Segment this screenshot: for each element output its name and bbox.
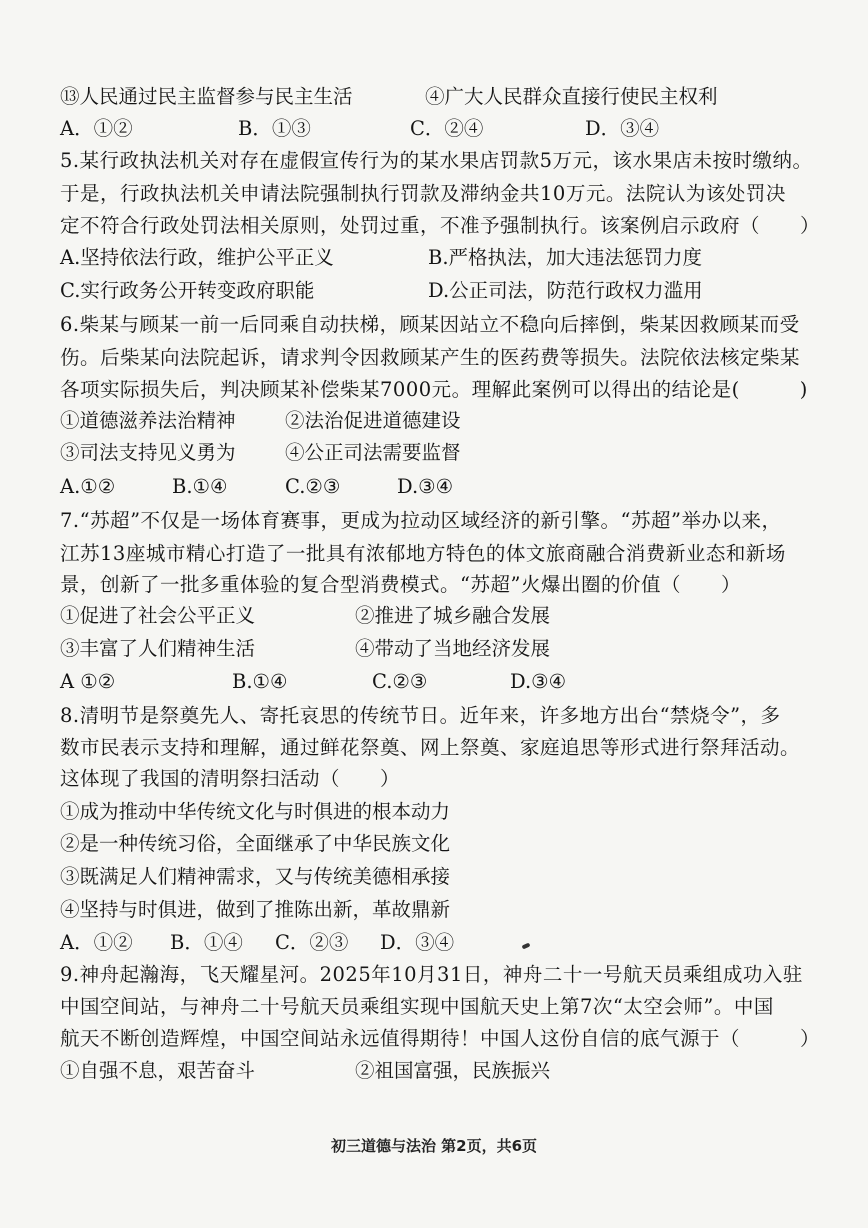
q8-item-3: ③既满足人们精神需求，又与传统美德相承接 <box>60 865 451 888</box>
q8-item-1: ①成为推动中华传统文化与时俱进的根本动力 <box>60 800 451 823</box>
q7-item-1: ①促进了社会公平正义 <box>60 604 256 627</box>
q5-stem-line-1: 5.某行政执法机关对存在虚假宣传行为的某水果店罚款5万元，该水果店未按时缴纳。 <box>60 149 813 172</box>
q6-option-b: B.①④ <box>172 475 228 498</box>
q5-stem-line-3: 定不符合行政处罚法相关原则，处罚过重，不准予强制执行。该案例启示政府（ ） <box>60 214 821 237</box>
q7-option-c: C.②③ <box>372 670 428 693</box>
q7-option-b: B.①④ <box>232 670 288 693</box>
q6-item-1: ①道德滋养法治精神 <box>60 409 236 432</box>
q7-stem-line-3: 景，创新了一批多重体验的复合型消费模式。“苏超”火爆出圈的价值（ ） <box>60 573 741 596</box>
q6-item-2: ②法治促进道德建设 <box>285 409 461 432</box>
q6-stem-line-2: 伤。后柴某向法院起诉，请求判令因救顾某产生的医药费等损失。法院依法核定柴某 <box>60 346 801 369</box>
q9-item-1: ①自强不息，艰苦奋斗 <box>60 1059 256 1082</box>
q9-item-2: ②祖国富强，民族振兴 <box>355 1059 551 1082</box>
q4-option-c: C．②④ <box>410 117 484 140</box>
q9-stem-line-1: 9.神舟起瀚海，飞天耀星河。2025年10月31日，神舟二十一号航天员乘组成功入驻 <box>60 963 803 986</box>
q8-option-d: D．③④ <box>380 931 455 954</box>
q7-item-3: ③丰富了人们精神生活 <box>60 637 256 660</box>
q4-option-d: D．③④ <box>585 117 660 140</box>
q9-stem-line-2: 中国空间站，与神舟二十号航天员乘组实现中国航天史上第7次“太空会师”。中国 <box>60 995 774 1018</box>
q5-option-d: D.公正司法，防范行政权力滥用 <box>428 279 703 302</box>
q7-item-4: ④带动了当地经济发展 <box>355 637 551 660</box>
q9-stem-line-3: 航天不断创造辉煌，中国空间站永远值得期待！中国人这份自信的底气源于（ ） <box>60 1027 821 1050</box>
q8-option-a: A．①② <box>60 931 133 954</box>
q5-option-a: A.坚持依法行政，维护公平正义 <box>60 246 334 269</box>
q5-option-b: B.严格执法，加大违法惩罚力度 <box>428 246 703 269</box>
q7-option-d: D.③④ <box>510 670 567 693</box>
q8-option-c: C．②③ <box>275 931 349 954</box>
q6-option-a: A.①② <box>60 475 116 498</box>
q6-item-4: ④公正司法需要监督 <box>285 441 461 464</box>
q8-item-4: ④坚持与时俱进，做到了推陈出新，革故鼎新 <box>60 898 451 921</box>
q6-stem-line-3: 各项实际损失后，判决顾某补偿柴某7000元。理解此案例可以得出的结论是( ) <box>60 378 808 401</box>
q8-stem-line-1: 8.清明节是祭奠先人、寄托哀思的传统节日。近年来，许多地方出台“禁烧令”，多 <box>60 704 781 727</box>
page-footer: 初三道德与法治 第2页，共6页 <box>330 1137 538 1155</box>
q6-option-d: D.③④ <box>397 475 454 498</box>
q7-item-2: ②推进了城乡融合发展 <box>355 604 551 627</box>
q4-item-4: ④广大人民群众直接行使民主权利 <box>425 85 718 108</box>
q8-option-b: B．①④ <box>170 931 243 954</box>
q7-stem-line-1: 7.“苏超”不仅是一场体育赛事，更成为拉动区域经济的新引擎。“苏超”举办以来， <box>60 509 782 532</box>
q5-option-c: C.实行政务公开转变政府职能 <box>60 279 315 302</box>
q7-option-a: A ①② <box>60 670 116 693</box>
q8-stem-line-3: 这体现了我国的清明祭扫活动（ ） <box>60 767 401 790</box>
q7-stem-line-2: 江苏13座城市精心打造了一批具有浓郁地方特色的体文旅商融合消费新业态和新场 <box>60 542 786 565</box>
q8-stem-line-2: 数市民表示支持和理解，通过鲜花祭奠、网上祭奠、家庭追思等形式进行祭拜活动。 <box>60 736 801 759</box>
q5-stem-line-2: 于是，行政执法机关申请法院强制执行罚款及滞纳金共10万元。法院认为该处罚决 <box>60 182 786 205</box>
q6-stem-line-1: 6.柴某与顾某一前一后同乘自动扶梯，顾某因站立不稳向后摔倒，柴某因救顾某而受 <box>60 313 800 336</box>
q6-item-3: ③司法支持见义勇为 <box>60 441 236 464</box>
q8-item-2: ②是一种传统习俗，全面继承了中华民族文化 <box>60 832 451 855</box>
q4-item-3: ⑬人民通过民主监督参与民主生活 <box>60 85 353 108</box>
q4-option-a: A．①② <box>60 117 133 140</box>
q6-option-c: C.②③ <box>285 475 341 498</box>
ink-mark <box>522 942 531 949</box>
q4-option-b: B．①③ <box>238 117 311 140</box>
